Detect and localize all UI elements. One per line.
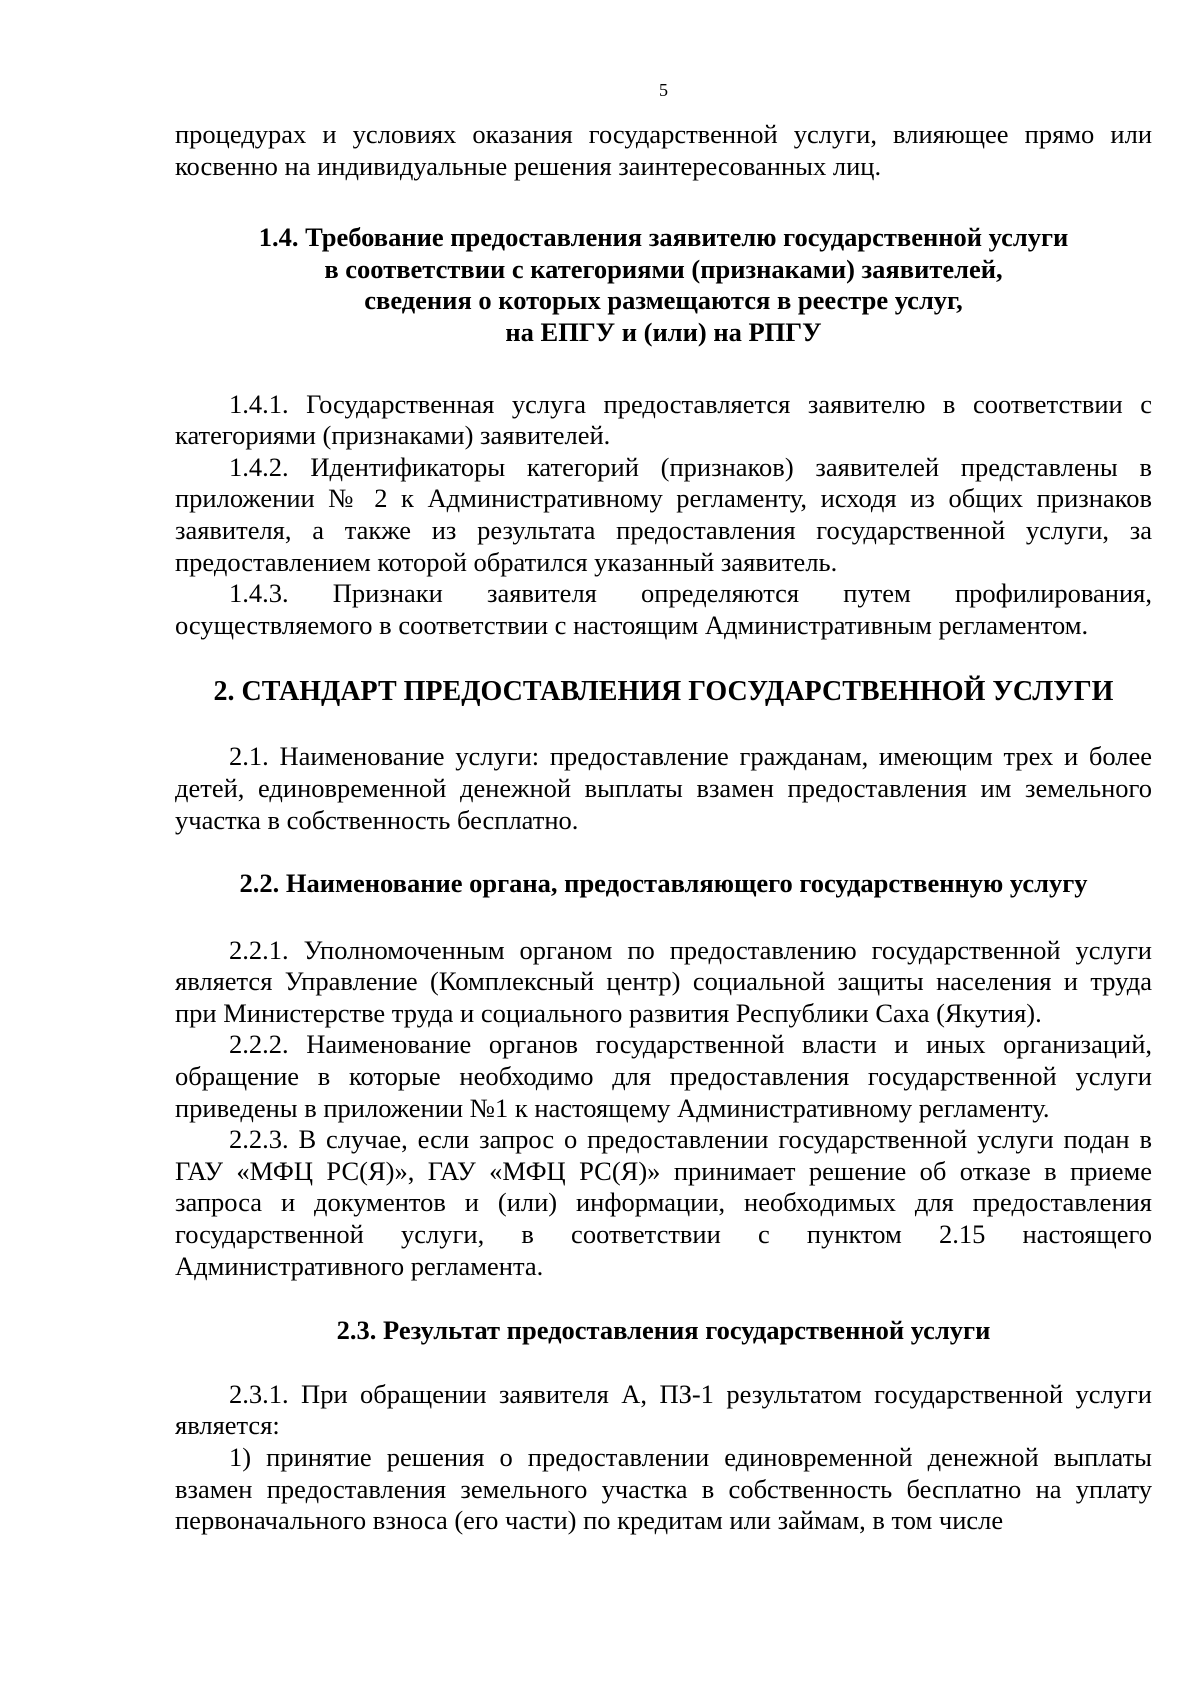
paragraph-2-1: 2.1. Наименование услуги: предоставление гражданам, имеющим трех и более детей, единовременной денежной выплаты взамен предоставления им земельного участка в собственность бесплатно. <box>175 741 1152 835</box>
paragraph-2-2-2: 2.2.2. Наименование органов государственной власти и иных организаций, обращение в которые необходимо для предоставления государственной услуги приведены в приложении №1 к настоящему Административному регламенту. <box>175 1029 1152 1123</box>
heading-line: сведения о которых размещаются в реестре услуг, <box>364 285 963 316</box>
heading-line: 1.4. Требование предоставления заявителю государственной услуги <box>258 222 1069 253</box>
heading-line: в соответствии с категориями (признаками) заявителей, <box>324 253 1003 284</box>
section-2-2-heading: 2.2. Наименование органа, предоставляющего государственную услугу <box>239 868 1088 899</box>
spacer <box>175 1347 1152 1379</box>
paragraph-2-3-1: 2.3.1. При обращении заявителя А, ПЗ-1 результатом государственной услуги является: <box>175 1378 1152 1441</box>
page-number: 5 <box>659 80 668 100</box>
spacer <box>175 641 1152 675</box>
paragraph-2-3-1-item-1: 1) принятие решения о предоставлении единовременной денежной выплаты взамен предоставления земельного участка в собственность бесплатно на уплату первоначального взноса (его части) по кредитам или займам, в том числе <box>175 1442 1152 1536</box>
spacer <box>175 900 1152 935</box>
paragraph-1-4-3: 1.4.3. Признаки заявителя определяются путем профилирования, осуществляемого в соответствии с настоящим Административным регламентом. <box>175 578 1152 640</box>
paragraph-2-2-1: 2.2.1. Уполномоченным органом по предоставлению государственной услуги является Управление (Комплексный центр) социальной защиты населения и труда при Министерстве труда и социального развития Республики Саха (Якутия). <box>175 934 1152 1028</box>
paragraph-2-2-3: 2.2.3. В случае, если запрос о предоставлении государственной услуги подан в ГАУ «МФЦ РС(Я)», ГАУ «МФЦ РС(Я)» принимает решение об отказе в приеме запроса и документов и (или) информации, необходимых для предоставления государственной услуги, в соответствии с пунктом 2.15 настоящего Административного регламента. <box>175 1124 1152 1281</box>
paragraph-1-4-1: 1.4.1. Государственная услуга предоставляется заявителю в соответствии с категориями (признаками) заявителей. <box>175 388 1152 451</box>
spacer <box>175 836 1152 868</box>
section-2-heading: 2. СТАНДАРТ ПРЕДОСТАВЛЕНИЯ ГОСУДАРСТВЕННОЙ УСЛУГИ <box>213 676 1114 708</box>
section-2-3-heading: 2.3. Результат предоставления государственной услуги <box>336 1315 991 1346</box>
section-1-4-heading <box>175 222 1152 348</box>
document-page <box>175 80 1152 1537</box>
spacer <box>175 1282 1152 1315</box>
paragraph-1-4-2: 1.4.2. Идентификаторы категорий (признаков) заявителей представлены в приложении № 2 к Административному регламенту, исходя из общих признаков заявителя, а также из результата предоставления государственной услуги, за предоставлением которой обратился указанный заявитель. <box>175 451 1152 577</box>
spacer <box>175 708 1152 741</box>
spacer <box>175 182 1152 222</box>
heading-line: на ЕПГУ и (или) на РПГУ <box>505 316 822 347</box>
intro-paragraph: процедурах и условиях оказания государственной услуги, влияющее прямо или косвенно на индивидуальные решения заинтересованных лиц. <box>175 119 1152 181</box>
spacer <box>175 349 1152 389</box>
